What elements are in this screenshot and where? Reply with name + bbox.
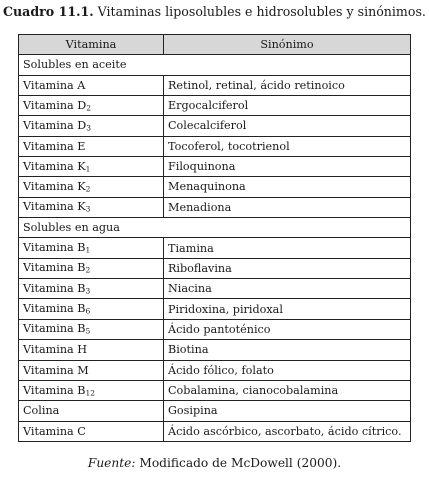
table-row: [19, 360, 411, 380]
table-row: [19, 258, 411, 278]
vitamin-name-cell: [19, 421, 164, 441]
table-row: [19, 401, 411, 421]
vitamin-name: Colina: [23, 404, 60, 418]
vitamin-name-cell: [19, 116, 164, 136]
synonym-cell: Ácido fólico, folato: [164, 360, 411, 380]
column-header-vitamina: Vitamina: [19, 35, 164, 55]
table-row: [19, 75, 411, 95]
table-body: [19, 55, 411, 442]
vitamins-table: [18, 34, 411, 442]
vitamin-name-cell: [19, 401, 164, 421]
table-row: [19, 238, 411, 258]
vitamin-name-cell: [19, 380, 164, 400]
section-label: Solubles en agua: [19, 218, 411, 238]
vitamin-name: Vitamina K: [23, 200, 86, 214]
source-text: Modificado de McDowell (2000).: [135, 456, 342, 470]
vitamin-name: Vitamina B: [23, 302, 86, 316]
synonym-cell: Ácido ascórbico, ascorbato, ácido cítrico.: [164, 421, 411, 441]
synonym-cell: Menadiona: [164, 197, 411, 217]
table-row: [19, 279, 411, 299]
vitamin-name-cell: [19, 238, 164, 258]
vitamin-subscript: 3: [85, 286, 91, 296]
synonym-cell: Tiamina: [164, 238, 411, 258]
vitamin-name-cell: [19, 299, 164, 319]
vitamin-name-cell: [19, 340, 164, 360]
vitamin-name-cell: [19, 258, 164, 278]
synonym-cell: Riboflavina: [164, 258, 411, 278]
column-header-sinonimo: Sinónimo: [164, 35, 411, 55]
table-row: [19, 421, 411, 441]
synonym-cell: Tocoferol, tocotrienol: [164, 136, 411, 156]
vitamin-name: Vitamina B: [23, 322, 86, 336]
source-note: [0, 456, 429, 470]
vitamin-name: Vitamina B: [23, 383, 86, 397]
vitamin-name-cell: [19, 177, 164, 197]
vitamin-subscript: 1: [85, 164, 91, 174]
vitamin-name: Vitamina M: [23, 363, 89, 377]
vitamin-subscript: 1: [85, 245, 91, 255]
vitamin-name: Vitamina B: [23, 261, 86, 275]
vitamin-name: Vitamina K: [23, 180, 86, 194]
synonym-cell: Filoquinona: [164, 157, 411, 177]
vitamin-name-cell: [19, 96, 164, 116]
table-row: [19, 197, 411, 217]
vitamin-name: Vitamina A: [23, 78, 86, 92]
vitamin-subscript: 3: [86, 123, 91, 133]
table-header-row: [19, 35, 411, 55]
table-section-row: [19, 55, 411, 75]
vitamin-subscript: 12: [85, 388, 96, 398]
vitamin-subscript: 2: [85, 184, 91, 194]
vitamin-subscript: 3: [85, 204, 91, 214]
table-caption: [3, 4, 426, 19]
vitamin-subscript: 5: [85, 326, 91, 336]
table-row: [19, 177, 411, 197]
vitamin-name: Vitamina B: [23, 241, 86, 255]
synonym-cell: Biotina: [164, 340, 411, 360]
source-label: Fuente:: [87, 456, 136, 470]
vitamin-name-cell: [19, 360, 164, 380]
vitamin-name-cell: [19, 279, 164, 299]
table-row: [19, 340, 411, 360]
vitamin-name: Vitamina K: [23, 159, 86, 173]
synonym-cell: Ergocalciferol: [164, 96, 411, 116]
vitamin-subscript: 2: [85, 265, 91, 275]
synonym-cell: Ácido pantoténico: [164, 319, 411, 339]
table-row: [19, 380, 411, 400]
caption-text: Vitaminas liposolubles e hidrosolubles y sinónimos.: [93, 4, 426, 19]
synonym-cell: Cobalamina, cianocobalamina: [164, 380, 411, 400]
vitamin-name-cell: [19, 319, 164, 339]
vitamin-name-cell: [19, 75, 164, 95]
synonym-cell: Colecalciferol: [164, 116, 411, 136]
caption-label: Cuadro 11.1.: [3, 4, 94, 19]
synonym-cell: Piridoxina, piridoxal: [164, 299, 411, 319]
table-row: [19, 157, 411, 177]
synonym-cell: Menaquinona: [164, 177, 411, 197]
synonym-cell: Retinol, retinal, ácido retinoico: [164, 75, 411, 95]
vitamin-subscript: 2: [86, 103, 91, 113]
table-row: [19, 116, 411, 136]
vitamin-name-cell: [19, 136, 164, 156]
table-row: [19, 96, 411, 116]
table-row: [19, 299, 411, 319]
table-row: [19, 136, 411, 156]
vitamin-name-cell: [19, 157, 164, 177]
vitamin-name: Vitamina E: [23, 139, 86, 153]
vitamin-name-cell: [19, 197, 164, 217]
table-row: [19, 319, 411, 339]
vitamin-name: Vitamina D: [23, 119, 87, 133]
synonym-cell: Gosipina: [164, 401, 411, 421]
vitamin-name: Vitamina B: [23, 281, 86, 295]
vitamin-subscript: 6: [85, 306, 91, 316]
synonym-cell: Niacina: [164, 279, 411, 299]
section-label: Solubles en aceite: [19, 55, 411, 75]
table-section-row: [19, 218, 411, 238]
vitamin-name: Vitamina C: [23, 424, 86, 438]
vitamin-name: Vitamina D: [23, 98, 87, 112]
vitamin-name: Vitamina H: [23, 343, 88, 357]
